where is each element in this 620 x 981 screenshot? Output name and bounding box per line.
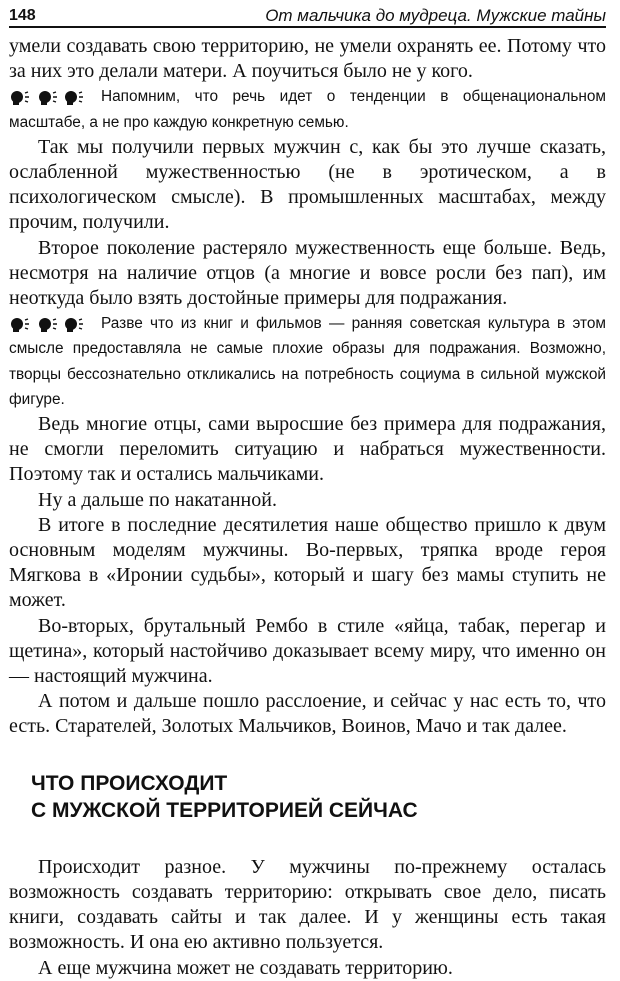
running-header — [9, 0, 606, 28]
author-note — [9, 84, 606, 134]
paragraph: Ну а дальше по накатанной. — [38, 488, 277, 511]
paragraph: Во-вторых, брутальный Рембо в стиле «яйца, табак, перегар и щетина», который настойчиво доказывает всему миру, что именно он — настоящий мужчина. — [9, 614, 606, 688]
paragraph: Ведь многие отцы, сами выросшие без примера для подражания, не смогли переломить ситуацию и набраться мужественности. Поэтому так и остались мальчиками. — [9, 413, 606, 486]
talking-heads-icon — [9, 316, 101, 332]
paragraph: Происходит разное. У мужчины по-прежнему осталась возможность создавать территорию: открывать свое дело, писать книги, создавать сайты и так далее. И у женщины есть такая возможность. И она ею активно пользуется. — [9, 855, 606, 954]
running-title: От мальчика до мудреца. Мужские тайны — [265, 6, 606, 25]
page-body — [9, 34, 606, 981]
author-note — [9, 311, 606, 412]
paragraph: А потом и дальше пошло расслоение, и сейчас у нас есть то, что есть. Старателей, Золотых Мальчиков, Воинов, Мачо и так далее. — [9, 690, 606, 738]
note-text: Напомним, что речь идет о тенденции в общенациональном масштабе, а не про каждую конкретную семью. — [9, 88, 606, 131]
paragraph: Так мы получили первых мужчин с, как бы это лучше сказать, ослабленной мужественностью (не в эротическом, а в психологическом смысле). В промышленных масштабах, между прочим, получили. — [9, 135, 606, 234]
page-number: 148 — [9, 7, 36, 24]
paragraph: Второе поколение растеряло мужественность еще больше. Ведь, несмотря на наличие отцов (а многие и вовсе росли без пап), им неоткуда было взять достойные примеры для подражания. — [9, 236, 606, 310]
paragraph: умели создавать свою территорию, не умели охранять ее. Потому что за них это делали матери. А поучиться было не у кого. — [9, 35, 606, 83]
paragraph: В итоге в последние десятилетия наше общество пришло к двум основным моделям мужчины. Во-первых, тряпка вроде героя Мягкова в «Иронии судьбы», который и шагу без мамы ступить не может. — [9, 513, 606, 612]
section-heading — [31, 770, 606, 824]
talking-heads-icon — [9, 89, 101, 105]
heading-line: С МУЖСКОЙ ТЕРРИТОРИЕЙ СЕЙЧАС — [31, 798, 418, 822]
note-text: Разве что из книг и фильмов — ранняя советская культура в этом смысле предоставляла не самые плохие образы для подражания. Возможно, творцы бессознательно откликались на потребность социума в сильной мужской фигуре. — [9, 315, 606, 408]
paragraph: А еще мужчина может не создавать территорию. — [38, 956, 453, 979]
heading-line: ЧТО ПРОИСХОДИТ — [31, 771, 228, 795]
